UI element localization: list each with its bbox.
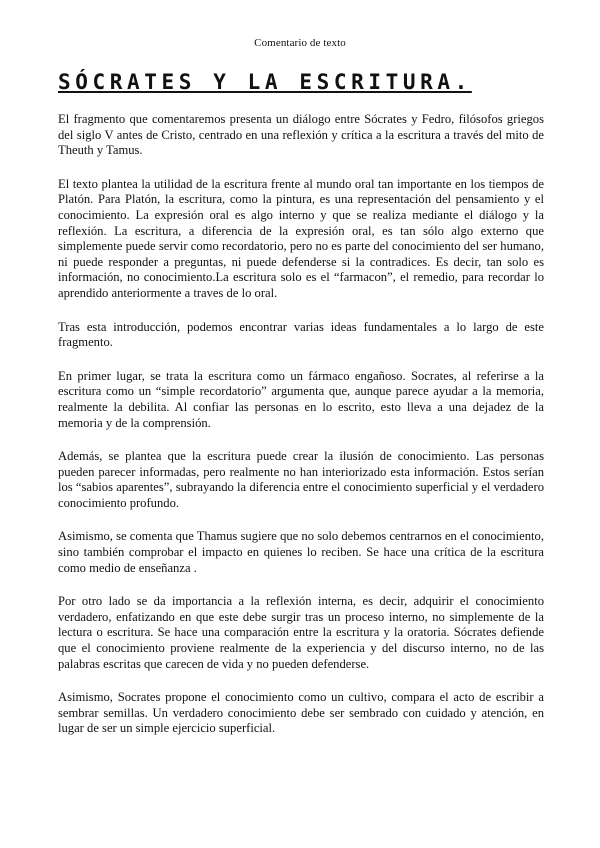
paragraph-idea-reflexion: Por otro lado se da importancia a la reflexión interna, es decir, adquirir el conocimiento verdadero, enfatizando en que este debe surgir tras un proceso interno, no simplemente de la lectura o escritura. Se hace una comparación entre la escritura y la oratoria. Sócrates defiende que el conocimiento proviene realmente de la experiencia y del discurso interno, no de las palabras escritas que carecen de vida y no pueden defenderse. bbox=[58, 594, 544, 671]
document-body bbox=[58, 112, 544, 755]
paragraph-intro: El fragmento que comentaremos presenta un diálogo entre Sócrates y Fedro, filósofos griegos del siglo V antes de Cristo, centrado en una reflexión y crítica a la escritura a través del mito de Theuth y Tamus. bbox=[58, 112, 544, 158]
paragraph-context: El texto plantea la utilidad de la escritura frente al mundo oral tan importante en los tiempos de Platón. Para Platón, la escritura, como la pintura, es una representación del pensamiento y el conocimiento. La expresión oral es algo interno y que se realiza mediante el diálogo y la reflexión. La escritura, a diferencia de la expresión oral, es tan sólo algo externo que simplemente puede servir como recordatorio, pero no es parte del conocimiento del ser humano, ni puede responder a preguntas, ni puede defenderse si la contradices. Es decir, tan solo es información, no conocimiento.La escritura solo es el “farmacon”, el remedio, para recordar lo aprendido anteriormente a traves de lo oral. bbox=[58, 176, 544, 300]
paragraph-idea-ilusion: Además, se plantea que la escritura puede crear la ilusión de conocimiento. Las personas pueden parecer informadas, pero realmente no han interiorizado esta información. Estos serían los “sabios aparentes”, subrayando la diferencia entre el conocimiento superficial y el verdadero conocimiento profundo. bbox=[58, 449, 544, 510]
running-header: Comentario de texto bbox=[254, 37, 346, 49]
paragraph-transition: Tras esta introducción, podemos encontrar varias ideas fundamentales a lo largo de este fragmento. bbox=[58, 319, 544, 350]
paragraph-idea-cultivo: Asimismo, Socrates propone el conocimiento como un cultivo, compara el acto de escribir a sembrar semillas. Un verdadero conocimiento debe ser sembrado con cuidado y atención, en lugar de ser un simple ejercicio superficial. bbox=[58, 690, 544, 736]
document-title: SÓCRATES Y LA ESCRITURA. bbox=[58, 70, 472, 94]
paragraph-idea-thamus: Asimismo, se comenta que Thamus sugiere que no solo debemos centrarnos en el conocimiento, sino también comprobar el impacto en quienes lo reciben. Se hace una crítica de la escritura como medio de enseñanza . bbox=[58, 529, 544, 575]
paragraph-idea-farmaco: En primer lugar, se trata la escritura como un fármaco engañoso. Socrates, al referirse a la escritura como un “simple recordatorio” argumenta que, aunque parece ayudar a la memoria, realmente la debilita. Al confiar las personas en lo escrito, esto lleva a una dejadez de la memoria y de la comprensión. bbox=[58, 368, 544, 430]
